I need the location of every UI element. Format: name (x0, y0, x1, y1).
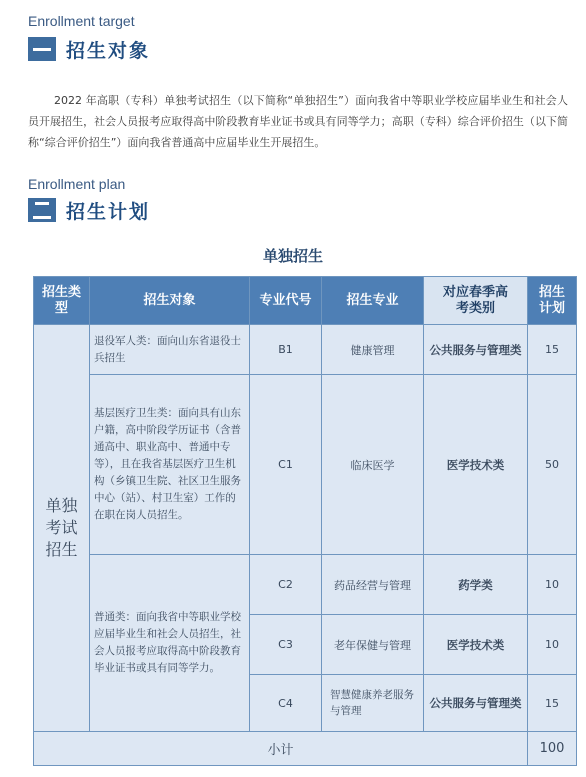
category-cell: 公共服务与管理类 (424, 675, 528, 732)
section-number-two (28, 198, 56, 222)
code-cell: C4 (250, 675, 322, 732)
total-label: 小计 (34, 732, 528, 766)
code-cell: C2 (250, 555, 322, 615)
type-cell: 单独考试招生 (34, 325, 90, 732)
section1-english-title: Enrollment target (28, 13, 135, 29)
table-header-row (34, 277, 577, 325)
table-row (34, 375, 577, 555)
section1-heading (28, 36, 150, 62)
plan-cell: 50 (528, 375, 577, 555)
numeral-two-bar-top (35, 202, 49, 205)
header-target: 招生对象 (90, 277, 250, 325)
total-row (34, 732, 577, 766)
header-code: 专业代号 (250, 277, 322, 325)
category-cell: 医学技术类 (424, 375, 528, 555)
header-plan: 招生计划 (528, 277, 577, 325)
table-row (34, 325, 577, 375)
numeral-two-bar-bottom (33, 216, 51, 219)
target-medical: 基层医疗卫生类：面向具有山东户籍，高中阶段学历证书（含普通高中、职业高中、普通中专等），且在我省基层医疗卫生机构（乡镇卫生院、社区卫生服务中心（站）、村卫生室）工作的在职在岗人员招生。 (90, 375, 250, 555)
major-cell: 智慧健康养老服务与管理 (322, 675, 424, 732)
table-caption: 单独招生 (262, 247, 323, 265)
section2-title: 招生计划 (66, 200, 151, 223)
target-general: 普通类：面向我省中等职业学校应届毕业生和社会人员招生，社会人员报考应取得高中阶段教育毕业证书或具有同等学力。 (90, 555, 250, 732)
code-cell: B1 (250, 325, 322, 375)
major-cell: 临床医学 (322, 375, 424, 555)
plan-cell: 10 (528, 555, 577, 615)
header-type: 招生类型 (34, 277, 90, 325)
section2-heading (28, 197, 150, 223)
header-category: 对应春季高考类别 (424, 277, 528, 325)
code-cell: C1 (250, 375, 322, 555)
section2-english-title: Enrollment plan (28, 176, 126, 192)
category-cell: 公共服务与管理类 (424, 325, 528, 375)
plan-cell: 10 (528, 615, 577, 675)
section1-title: 招生对象 (66, 39, 151, 62)
section-number-one (28, 37, 56, 61)
numeral-one-bar (33, 48, 51, 51)
enrollment-plan-table (33, 276, 577, 766)
category-cell: 药学类 (424, 555, 528, 615)
table-row (34, 555, 577, 615)
target-veteran: 退役军人类：面向山东省退役士兵招生 (90, 325, 250, 375)
plan-cell: 15 (528, 675, 577, 732)
major-cell: 健康管理 (322, 325, 424, 375)
category-cell: 医学技术类 (424, 615, 528, 675)
header-major: 招生专业 (322, 277, 424, 325)
plan-cell: 15 (528, 325, 577, 375)
total-value: 100 (528, 732, 577, 766)
code-cell: C3 (250, 615, 322, 675)
intro-paragraph: 2022 年高职（专科）单独考试招生（以下简称“单独招生”）面向我省中等职业学校应届毕业生和社会人员开展招生，社会人员报考应取得高中阶段教育毕业证书或具有同等学力；高职（专科）综合评价招生（以下简称“综合评价招生”）面向我省普通高中应届毕业生开展招生。 (28, 94, 568, 149)
major-cell: 老年保健与管理 (322, 615, 424, 675)
major-cell: 药品经营与管理 (322, 555, 424, 615)
